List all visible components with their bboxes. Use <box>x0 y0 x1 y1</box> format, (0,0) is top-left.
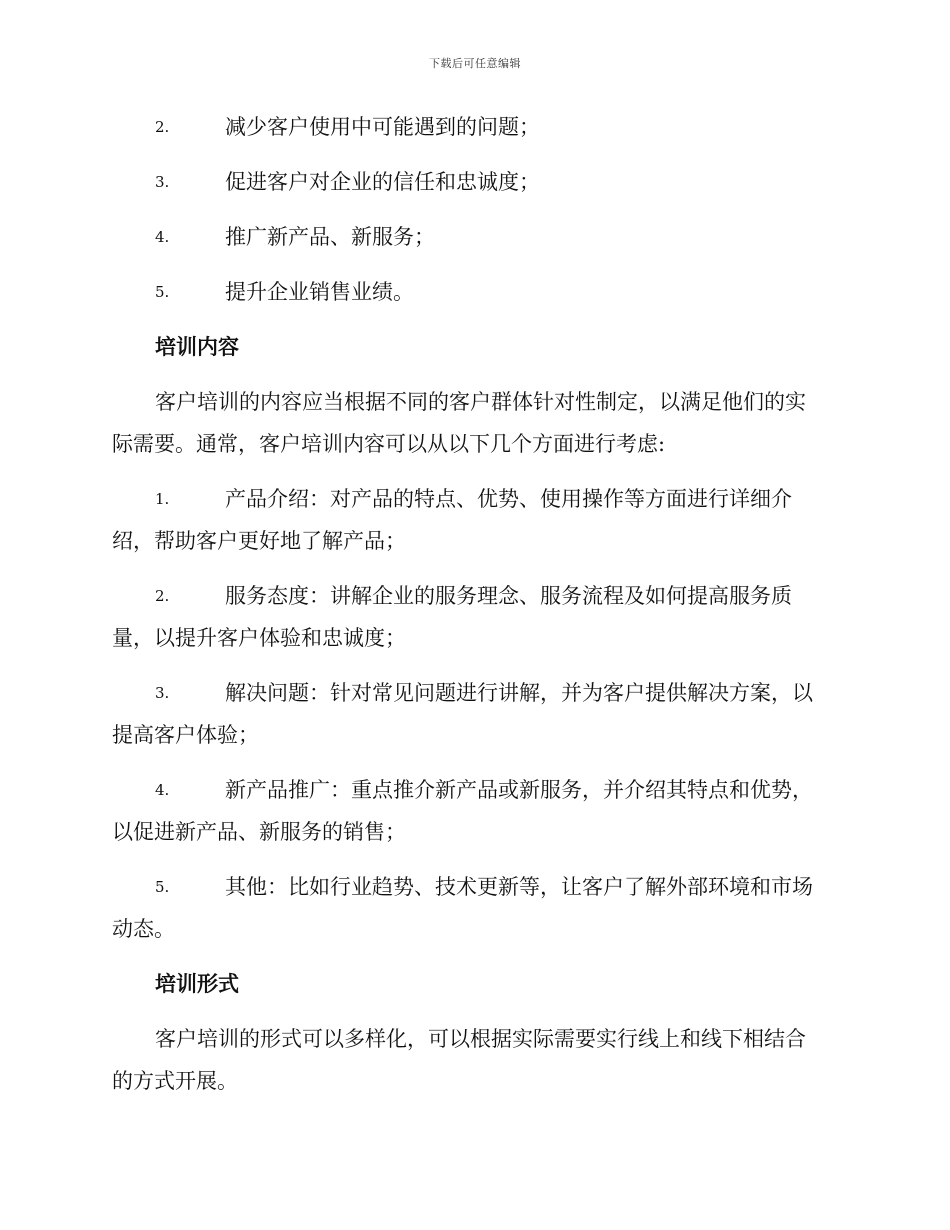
list-text: 提升企业销售业绩。 <box>225 280 414 304</box>
list-text-continuation: 以促进新产品、新服务的销售； <box>112 820 406 844</box>
list-text: 服务态度：讲解企业的服务理念、服务流程及如何提高服务质 <box>225 584 792 608</box>
section-heading: 培训内容 <box>155 334 239 359</box>
list-number: 4. <box>155 228 170 246</box>
paragraph-line: 的方式开展。 <box>112 1069 238 1093</box>
paragraph-line: 客户培训的内容应当根据不同的客户群体针对性制定，以满足他们的实 <box>155 390 806 414</box>
list-text: 产品介绍：对产品的特点、优势、使用操作等方面进行详细介 <box>225 487 792 511</box>
page-header: 下载后可任意编辑 <box>429 57 521 70</box>
list-number: 4. <box>155 781 170 799</box>
list-number: 2. <box>155 118 170 136</box>
paragraph-line: 际需要。通常，客户培训内容可以从以下几个方面进行考虑: <box>112 432 666 456</box>
list-text: 减少客户使用中可能遇到的问题； <box>225 115 540 139</box>
list-number: 2. <box>155 587 170 605</box>
list-number: 3. <box>155 173 170 191</box>
list-text: 解决问题：针对常见问题进行讲解，并为客户提供解决方案，以 <box>225 681 813 705</box>
list-text: 其他：比如行业趋势、技术更新等，让客户了解外部环境和市场 <box>225 875 813 899</box>
list-text: 新产品推广：重点推介新产品或新服务，并介绍其特点和优势， <box>225 778 813 802</box>
list-number: 5. <box>155 878 170 896</box>
list-number: 5. <box>155 283 170 301</box>
paragraph-line: 客户培训的形式可以多样化，可以根据实际需要实行线上和线下相结合 <box>155 1027 806 1051</box>
list-number: 1. <box>155 490 170 508</box>
list-text-continuation: 量，以提升客户体验和忠诚度； <box>112 626 406 650</box>
list-text-continuation: 绍，帮助客户更好地了解产品； <box>112 529 406 553</box>
section-heading: 培训形式 <box>155 971 239 996</box>
list-text: 促进客户对企业的信任和忠诚度； <box>225 170 540 194</box>
list-text-continuation: 动态。 <box>112 917 175 941</box>
list-text: 推广新产品、新服务； <box>225 225 435 249</box>
list-text-continuation: 提高客户体验； <box>112 723 259 747</box>
list-number: 3. <box>155 684 170 702</box>
